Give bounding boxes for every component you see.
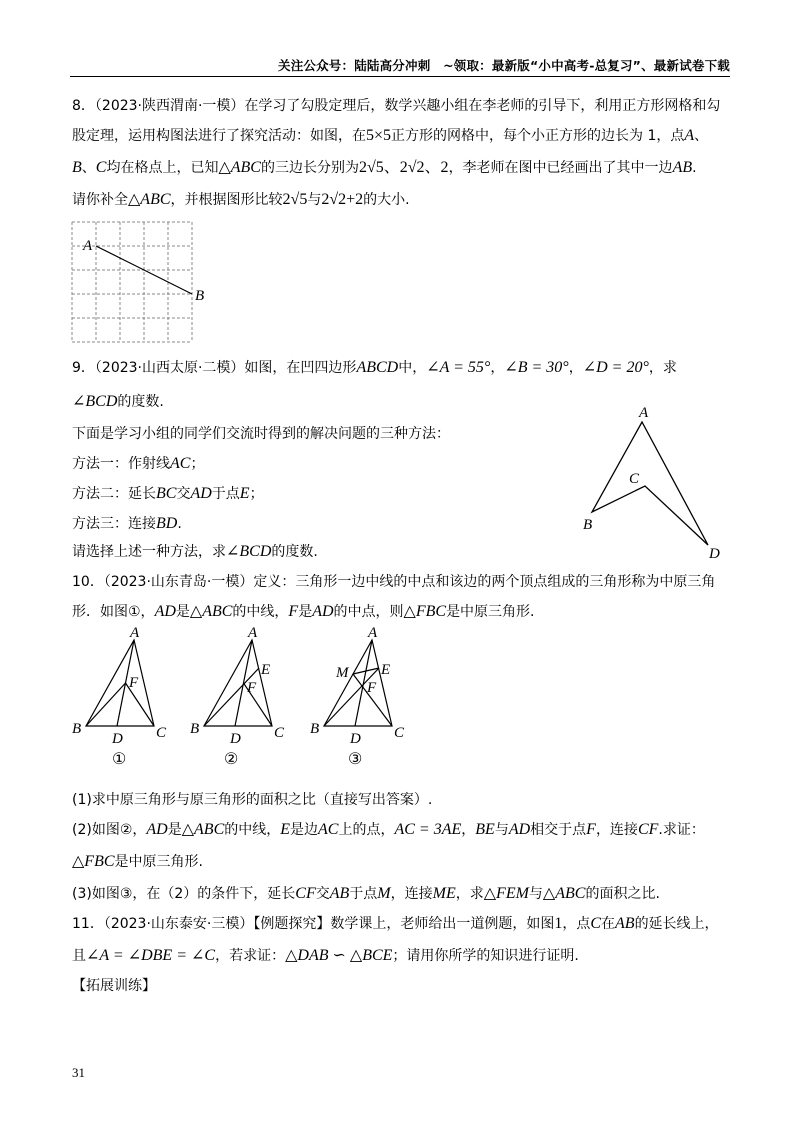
- figure-10-3: [324, 640, 392, 726]
- math: ∠D = 20°: [582, 359, 649, 376]
- math: △FBC: [403, 603, 447, 620]
- math: A: [684, 127, 695, 144]
- text: .求证：: [658, 822, 705, 838]
- caption-1: ①: [112, 751, 127, 768]
- text: 与: [307, 192, 322, 208]
- math: ABCD: [356, 359, 399, 376]
- math: M: [377, 885, 391, 902]
- text: 、: [694, 128, 709, 144]
- text: ，连接: [595, 822, 638, 838]
- text: 交: [315, 886, 330, 902]
- p9-line-3: 下面是学习小组的同学们交流时得到的解决问题的三种方法：: [72, 426, 450, 442]
- text: 中，: [398, 360, 427, 376]
- text: 形．如图①，: [72, 604, 155, 620]
- label-f: F: [129, 675, 139, 691]
- text: 正方形的网格中，每个小正方形的边长为 1，点: [391, 128, 685, 144]
- text: 方法三：连接: [72, 516, 156, 532]
- page-header: 关注公众号：陆陆高分冲刺 ~领取：最新版“小中高考-总复习”、最新试卷下载: [278, 58, 730, 73]
- caption-2: ②: [224, 751, 239, 768]
- label-a: A: [83, 238, 93, 254]
- text: 是: [175, 604, 190, 620]
- label-e: E: [261, 662, 271, 678]
- text: ；: [190, 456, 205, 472]
- math: △ABC: [181, 821, 225, 838]
- label-a: A: [248, 625, 258, 641]
- math: ∠A = ∠DBE = ∠C: [86, 947, 216, 964]
- math: E: [239, 485, 250, 502]
- math: AD: [508, 821, 531, 838]
- p9-method-2: [72, 484, 264, 504]
- label-b: B: [195, 288, 205, 304]
- text: ，点: [562, 916, 591, 932]
- math: △FBC: [72, 853, 115, 870]
- label-d: D: [112, 731, 123, 747]
- text: 的面积之比.: [585, 886, 660, 902]
- label-m: M: [336, 665, 349, 681]
- label-d: D: [230, 731, 241, 747]
- label-d: D: [350, 731, 361, 747]
- text: 8．（2023·陕西渭南·一模）在学习了勾股定理后，数学兴趣小组在李老师的引导下，利用正方形网格和勾: [72, 98, 721, 114]
- text: ，若求证：: [215, 948, 286, 964]
- math: F: [288, 603, 299, 620]
- text: 、: [81, 160, 96, 176]
- math: △FEM: [483, 885, 529, 902]
- math: 2√5: [282, 191, 308, 208]
- text: 的三边长分别为: [260, 160, 359, 176]
- quadrilateral-abcd: [592, 422, 708, 545]
- p8-line-2: [72, 126, 708, 146]
- p10-line-2: [72, 602, 535, 622]
- label-b: B: [310, 721, 320, 737]
- p9-line-1: [72, 358, 677, 378]
- text: ，连接: [390, 886, 433, 902]
- label-c: C: [274, 725, 285, 741]
- grid-figure-8: [60, 214, 230, 344]
- text: 上的点，: [338, 822, 395, 838]
- label-a: A: [130, 625, 140, 641]
- math: C: [95, 159, 107, 176]
- math: AD: [312, 603, 334, 620]
- text: (2)如图②，: [72, 822, 147, 838]
- math: △DAB ∽ △BCE: [285, 947, 393, 964]
- math: 1: [554, 915, 563, 932]
- math: E: [280, 821, 291, 838]
- math: AB: [672, 159, 693, 176]
- text: ；请用你所学的知识进行证明.: [392, 948, 579, 964]
- label-c: C: [394, 725, 405, 741]
- label-b: B: [72, 721, 82, 737]
- text: ，李老师在图中已经画出了其中一边: [448, 160, 673, 176]
- text: 的中点，则: [333, 604, 404, 620]
- text: 且: [72, 948, 86, 964]
- math: AC: [318, 821, 339, 838]
- text: 的中线，: [224, 822, 281, 838]
- math: B: [72, 159, 82, 176]
- text: 于点: [211, 486, 240, 502]
- math: ∠A = 55°: [426, 359, 491, 376]
- text: 均在格点上，已知: [106, 160, 219, 176]
- text: 的度数.: [117, 394, 164, 410]
- text: 11．（2023·山东泰安·三模）【例题探究】数学课上，老师给出一道例题，如图: [72, 916, 555, 932]
- label-a: A: [639, 405, 649, 421]
- text: ，: [461, 822, 476, 838]
- math: △ABC: [128, 191, 171, 208]
- text: ，并根据图形比较: [170, 192, 283, 208]
- p10-q2-cont: [72, 852, 203, 872]
- math: CF: [295, 885, 316, 902]
- p9-method-3: [72, 514, 182, 534]
- math: 2√2+2: [321, 191, 364, 208]
- text: ；: [249, 486, 264, 502]
- text: .: [692, 160, 697, 176]
- text: 请你补全: [72, 192, 128, 208]
- figure-10-triangles: [60, 624, 420, 774]
- p8-line-1: [72, 96, 720, 116]
- text: 股定理，运用构图法进行了探究活动：如图，在: [72, 128, 366, 144]
- text: 交: [176, 486, 191, 502]
- caption-3: ③: [348, 751, 363, 768]
- text: 在: [601, 916, 616, 932]
- figure-10-1: [86, 640, 154, 726]
- text: ，求: [648, 360, 677, 376]
- math: AC: [170, 455, 191, 472]
- label-f: F: [247, 680, 257, 696]
- math: △ABC: [218, 159, 261, 176]
- p9-line-2: [72, 392, 164, 412]
- math: ∠BCD: [72, 393, 118, 410]
- p10-q2: [72, 820, 705, 840]
- figure-10-2: [204, 640, 272, 726]
- math: ∠BCD: [226, 543, 272, 560]
- text: 是中原三角形.: [114, 854, 203, 870]
- text: 方法一：作射线: [72, 456, 170, 472]
- text: ，求: [455, 886, 484, 902]
- math: F: [586, 821, 596, 838]
- p8-line-3: [72, 158, 697, 178]
- text: 与: [494, 822, 509, 838]
- math: BE: [475, 821, 495, 838]
- text: (3)如图③，在（2）的条件下，延长: [72, 886, 296, 902]
- text: 是: [167, 822, 182, 838]
- label-c: C: [629, 471, 640, 487]
- text: 相交于点: [530, 822, 587, 838]
- text: 的大小.: [363, 192, 410, 208]
- math: 5×5: [366, 127, 392, 144]
- text: 与: [528, 886, 543, 902]
- text: 是边: [290, 822, 319, 838]
- p10-q3: [72, 884, 660, 904]
- math: AC = 3AE: [394, 821, 462, 838]
- label-f: F: [367, 680, 377, 696]
- p11-line-3: 【拓展训练】: [72, 978, 156, 994]
- label-c: C: [156, 725, 167, 741]
- math: △ABC: [189, 603, 233, 620]
- p10-q1: (1)求中原三角形与原三角形的面积之比（直接写出答案）.: [72, 792, 433, 808]
- text: .: [177, 516, 182, 532]
- label-b: B: [190, 721, 200, 737]
- text: 是: [298, 604, 313, 620]
- label-a: A: [368, 625, 378, 641]
- label-d: D: [709, 546, 720, 562]
- text: 方法二：延长: [72, 486, 156, 502]
- math: △ABC: [542, 885, 586, 902]
- p11-line-1: [72, 914, 719, 934]
- math: ME: [432, 885, 456, 902]
- text: ，: [490, 360, 505, 376]
- math: C: [590, 915, 602, 932]
- p10-line-1: 10．（2023·山东青岛·一模）定义：三角形一边中线的中点和该边的两个顶点组成的三角形称为中原三角: [72, 574, 716, 590]
- text: 的度数.: [271, 544, 318, 560]
- math: AD: [154, 603, 176, 620]
- page-number: 31: [72, 1065, 85, 1080]
- label-b: B: [583, 517, 593, 533]
- text: 的延长线上，: [634, 916, 719, 932]
- text: 的中线，: [232, 604, 289, 620]
- header-rule: [70, 76, 730, 77]
- math: 2√5、2√2、2: [358, 159, 449, 176]
- math: AB: [329, 885, 350, 902]
- figure-9-concave-quadrilateral: [575, 398, 735, 563]
- text: 9．（2023·山西太原·二模）如图，在凹四边形: [72, 360, 357, 376]
- p9-method-1: [72, 454, 204, 474]
- p11-line-2: [72, 946, 579, 966]
- text: 于点: [349, 886, 378, 902]
- math: AB: [615, 915, 635, 932]
- text: 是中原三角形.: [446, 604, 535, 620]
- math: ∠B = 30°: [504, 359, 569, 376]
- p9-line-7: [72, 542, 318, 562]
- math: BD: [156, 515, 178, 532]
- p8-line-4: [72, 190, 410, 210]
- label-e: E: [381, 662, 391, 678]
- text: ，: [568, 360, 583, 376]
- text: 请选择上述一种方法，求: [72, 544, 226, 560]
- math: AD: [146, 821, 168, 838]
- math: AD: [190, 485, 212, 502]
- math: CF: [637, 821, 659, 838]
- math: BC: [156, 485, 177, 502]
